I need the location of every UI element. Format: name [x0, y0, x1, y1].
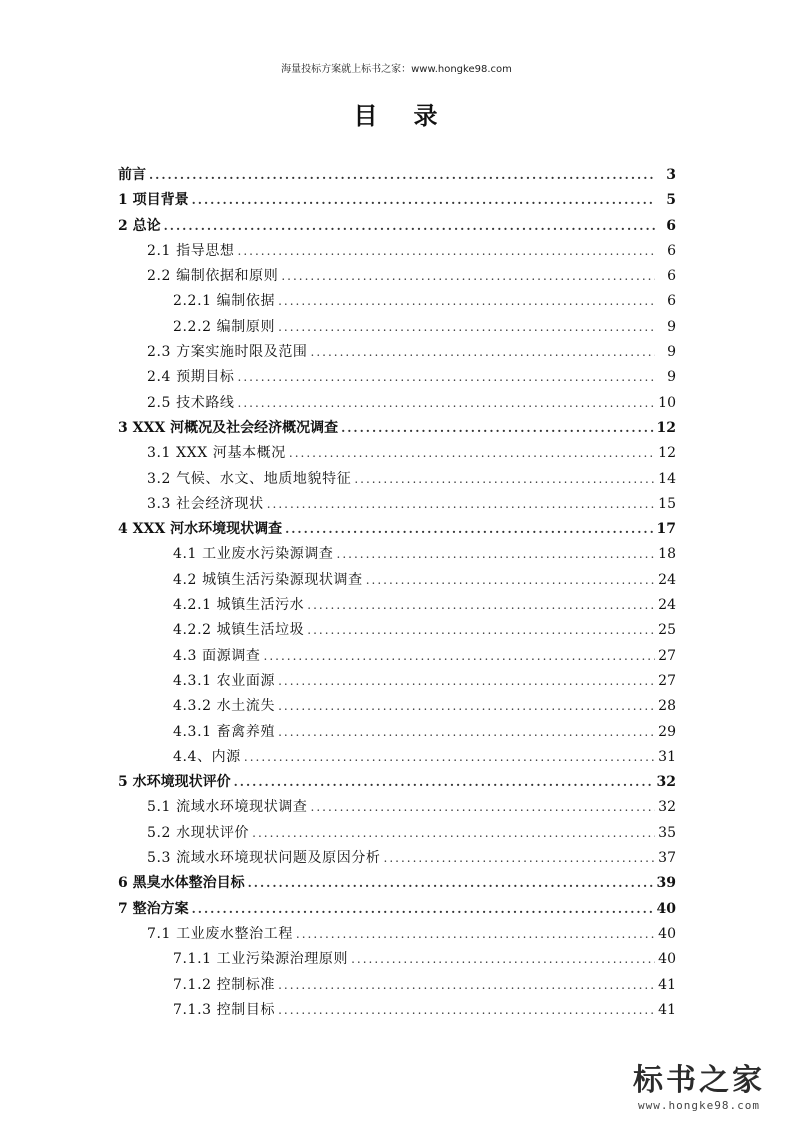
toc-entry[interactable]	[118, 644, 676, 669]
toc-entry-label: 7.1.1 工业污染源治理原则	[173, 951, 349, 968]
toc-entry-label: 3 XXX 河概况及社会经济概况调查	[118, 419, 339, 436]
toc-entry[interactable]	[118, 618, 676, 643]
toc-entry[interactable]	[118, 922, 676, 947]
toc-entry-label: 2.5 技术路线	[147, 394, 235, 411]
toc-entry-page: 3	[666, 167, 676, 183]
page-title	[0, 96, 793, 131]
toc-leader-dots	[341, 416, 653, 441]
toc-entry-page: 25	[658, 622, 676, 639]
toc-entry-label: 2 总论	[118, 217, 161, 234]
toc-entry[interactable]	[118, 467, 676, 492]
toc-entry-label: 4.3 面源调查	[173, 647, 261, 664]
toc-entry-label: 2.4 预期目标	[147, 369, 235, 386]
toc-entry-label: 2.2.1 编制依据	[173, 293, 276, 310]
toc-entry-page: 39	[656, 875, 676, 892]
toc-entry[interactable]	[118, 720, 676, 745]
toc-entry[interactable]	[118, 391, 676, 416]
toc-entry[interactable]	[118, 163, 676, 188]
toc-entry-label: 4.2.2 城镇生活垃圾	[173, 622, 305, 639]
toc-entry-label: 4.1 工业废水污染源调查	[173, 546, 334, 563]
toc-leader-dots	[307, 618, 655, 643]
toc-leader-dots	[278, 315, 655, 340]
toc-entry[interactable]	[118, 669, 676, 694]
title-char-1: 目	[353, 101, 380, 130]
toc-entry-page: 40	[658, 951, 676, 968]
toc-leader-dots	[311, 340, 655, 365]
toc-entry[interactable]	[118, 365, 676, 390]
toc-entry-page: 31	[658, 748, 676, 765]
toc-entry[interactable]	[118, 897, 676, 922]
toc-leader-dots	[366, 568, 655, 593]
toc-entry-label: 7.1 工业废水整治工程	[147, 925, 293, 942]
toc-entry[interactable]	[118, 998, 676, 1023]
toc-entry-page: 6	[667, 242, 676, 259]
page-header: 海量投标方案就上标书之家：www.hongke98.com	[281, 64, 512, 75]
toc-leader-dots	[354, 467, 655, 492]
toc-leader-dots	[192, 897, 654, 922]
toc-entry-page: 24	[658, 571, 676, 588]
toc-leader-dots	[238, 239, 655, 264]
toc-entry-page: 15	[658, 495, 676, 512]
toc-entry-page: 6	[667, 293, 676, 310]
toc-entry-page: 10	[658, 394, 676, 411]
toc-leader-dots	[267, 492, 655, 517]
toc-entry-label: 前言	[118, 167, 146, 183]
toc-entry-label: 2.1 指导思想	[147, 242, 235, 259]
toc-entry[interactable]	[118, 593, 676, 618]
toc-leader-dots	[278, 720, 655, 745]
toc-entry-page: 29	[658, 723, 676, 740]
toc-entry[interactable]	[118, 846, 676, 871]
toc-entry-label: 4.3.2 水土流失	[173, 698, 276, 715]
toc-entry[interactable]	[118, 821, 676, 846]
toc-entry-page: 12	[658, 445, 676, 462]
toc-entry[interactable]	[118, 188, 676, 213]
toc-entry-page: 27	[658, 647, 676, 664]
toc-leader-dots	[149, 163, 655, 188]
toc-entry[interactable]	[118, 745, 676, 770]
toc-entry-page: 17	[656, 521, 676, 538]
toc-entry[interactable]	[118, 871, 676, 896]
toc-entry[interactable]	[118, 517, 676, 542]
toc-entry-page: 32	[656, 774, 676, 791]
toc-entry-page: 40	[658, 925, 676, 942]
toc-entry-page: 6	[666, 217, 676, 234]
watermark-title: 标书之家	[633, 1063, 765, 1098]
toc-leader-dots	[252, 821, 655, 846]
toc-leader-dots	[311, 795, 655, 820]
toc-entry-label: 4.4、内源	[173, 748, 241, 765]
toc-entry-label: 4.2 城镇生活污染源现状调查	[173, 571, 363, 588]
toc-entry[interactable]	[118, 289, 676, 314]
toc-leader-dots	[248, 871, 654, 896]
toc-entry[interactable]	[118, 947, 676, 972]
toc-entry-label: 2.2 编制依据和原则	[147, 268, 279, 285]
toc-entry-page: 28	[658, 698, 676, 715]
toc-entry[interactable]	[118, 315, 676, 340]
toc-entry[interactable]	[118, 694, 676, 719]
toc-entry[interactable]	[118, 568, 676, 593]
toc-entry-label: 3.1 XXX 河基本概况	[147, 445, 286, 462]
toc-entry[interactable]	[118, 542, 676, 567]
watermark-logo	[619, 1055, 779, 1112]
toc-entry[interactable]	[118, 264, 676, 289]
toc-entry-page: 40	[656, 900, 676, 917]
toc-entry-page: 41	[658, 1001, 676, 1018]
toc-entry-label: 6 黑臭水体整治目标	[118, 875, 245, 892]
toc-entry-label: 7.1.2 控制标准	[173, 976, 276, 993]
toc-entry[interactable]	[118, 214, 676, 239]
toc-entry-label: 2.3 方案实施时限及范围	[147, 344, 308, 361]
toc-leader-dots	[164, 214, 655, 239]
toc-leader-dots	[289, 441, 655, 466]
watermark-url: www.hongke98.com	[638, 1099, 760, 1112]
toc-entry[interactable]	[118, 795, 676, 820]
toc-entry-label: 2.2.2 编制原则	[173, 318, 276, 335]
toc-entry-label: 4.3.1 农业面源	[173, 672, 276, 689]
toc-entry-page: 41	[658, 976, 676, 993]
toc-entry-label: 5 水环境现状评价	[118, 774, 231, 791]
toc-entry-label: 3.2 气候、水文、地质地貌特征	[147, 470, 352, 487]
toc-entry-label: 3.3 社会经济现状	[147, 495, 264, 512]
toc-leader-dots	[238, 365, 655, 390]
toc-entry-page: 35	[658, 824, 676, 841]
toc-entry-label: 4.3.1 畜禽养殖	[173, 723, 276, 740]
toc-leader-dots	[278, 998, 655, 1023]
toc-leader-dots	[281, 264, 655, 289]
toc-entry[interactable]	[118, 441, 676, 466]
toc-entry-page: 27	[658, 672, 676, 689]
toc-entry-page: 37	[658, 850, 676, 867]
toc-leader-dots	[351, 947, 655, 972]
toc-leader-dots	[278, 694, 655, 719]
toc-entry-label: 5.3 流域水环境现状问题及原因分析	[147, 850, 381, 867]
toc-entry-label: 5.2 水现状评价	[147, 824, 250, 841]
title-char-2: 录	[413, 101, 440, 130]
toc-leader-dots	[384, 846, 655, 871]
toc-leader-dots	[285, 517, 653, 542]
toc-entry-page: 24	[658, 597, 676, 614]
toc-entry-label: 1 项目背景	[118, 192, 189, 209]
toc-entry-page: 32	[658, 799, 676, 816]
toc-entry-page: 9	[667, 369, 676, 386]
toc-leader-dots	[278, 669, 655, 694]
toc-entry-page: 5	[666, 192, 676, 209]
toc-entry[interactable]	[118, 340, 676, 365]
toc-entry-page: 18	[658, 546, 676, 563]
toc-entry[interactable]	[118, 492, 676, 517]
toc-entry[interactable]	[118, 239, 676, 264]
toc-leader-dots	[244, 745, 655, 770]
toc-entry-label: 4.2.1 城镇生活污水	[173, 597, 305, 614]
toc-leader-dots	[264, 644, 655, 669]
toc-leader-dots	[278, 973, 655, 998]
toc-entry-page: 9	[667, 318, 676, 335]
toc-entry-page: 6	[667, 268, 676, 285]
toc-leader-dots	[238, 391, 655, 416]
toc-entry-label: 7.1.3 控制目标	[173, 1001, 276, 1018]
toc-leader-dots	[307, 593, 655, 618]
toc-entry[interactable]	[118, 416, 676, 441]
toc-leader-dots	[337, 542, 655, 567]
toc-entry[interactable]	[118, 770, 676, 795]
toc-leader-dots	[192, 188, 655, 213]
toc-entry-page: 12	[656, 419, 676, 436]
toc-entry-label: 7 整治方案	[118, 900, 189, 917]
toc-entry[interactable]	[118, 973, 676, 998]
table-of-contents	[118, 163, 676, 1023]
toc-entry-page: 9	[667, 344, 676, 361]
toc-entry-page: 14	[658, 470, 676, 487]
toc-leader-dots	[296, 922, 655, 947]
toc-leader-dots	[278, 289, 655, 314]
toc-entry-label: 5.1 流域水环境现状调查	[147, 799, 308, 816]
toc-entry-label: 4 XXX 河水环境现状调查	[118, 521, 283, 538]
toc-leader-dots	[234, 770, 654, 795]
